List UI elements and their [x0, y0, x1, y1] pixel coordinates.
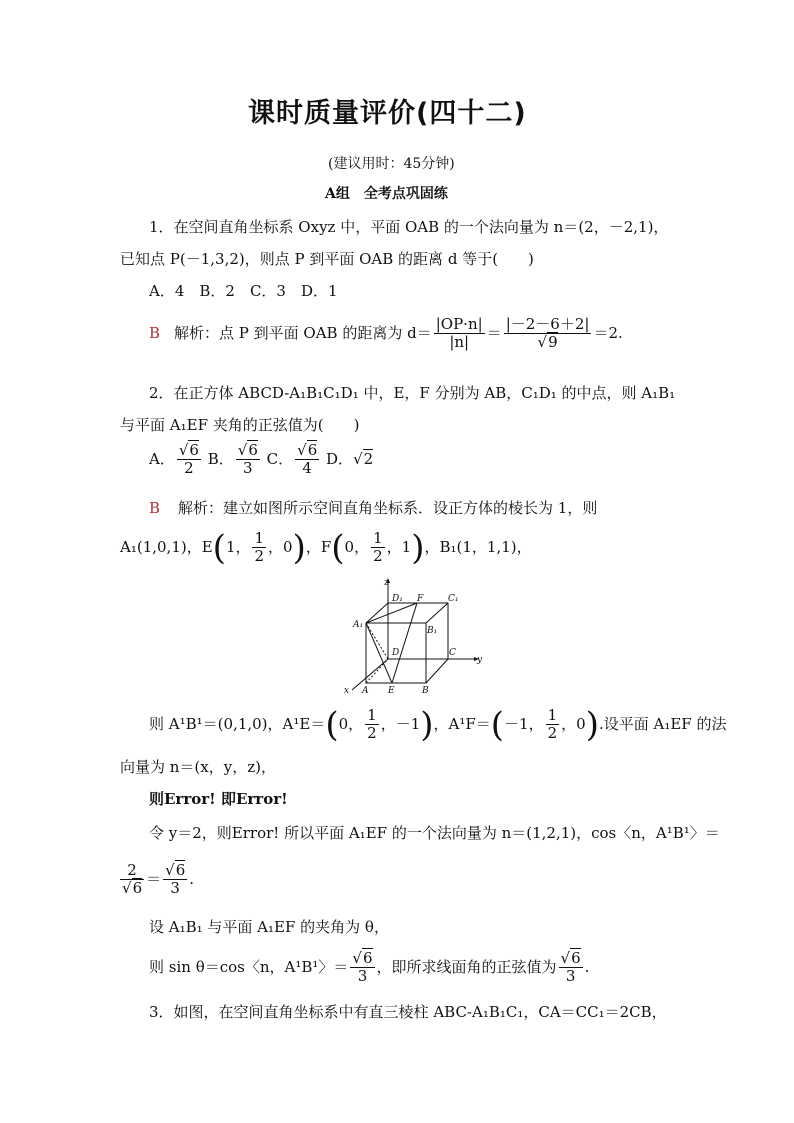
q1-sol-prefix: 解析：点 P 到平面 OAB 的距离为 d＝ [174, 323, 432, 342]
svg-text:D: D [392, 648, 400, 658]
svg-text:B: B [422, 686, 429, 696]
q1-frac1 [434, 316, 485, 352]
q2-answer: B [149, 499, 161, 517]
svg-text:D₁: D₁ [392, 594, 403, 604]
svg-text:C₁: C₁ [448, 594, 459, 604]
svg-text:y: y [477, 655, 483, 665]
group-heading: A组 全考点巩固练 [325, 186, 448, 202]
q2-normal: 向量为 n＝(x，y，z)， [120, 758, 276, 776]
q1-frac2-num: |－2－6＋2| [505, 315, 590, 333]
q1-solution: B 解析：点 P 到平面 OAB 的距离为 d＝ $\frac{|OP\cdot n|}{|n|}$ ＝ $\frac{|-2-6+2|}{√9}$ ＝2. [149, 315, 623, 352]
q1-frac2-den: √9 [537, 333, 558, 352]
svg-text:C: C [449, 648, 456, 658]
q1-line2: 已知点 P(－1,3,2)，则点 P 到平面 OAB 的距离 d 等于( ) [120, 250, 534, 268]
q2-angle-line: 设 A₁B₁ 与平面 A₁EF 的夹角为 θ， [149, 918, 389, 936]
q2-line1: 2．在正方体 ABCD-A₁B₁C₁D₁ 中，E，F 分别为 AB，C₁D₁ 的中点，则 A₁B₁ [149, 384, 676, 402]
q3-line1: 3．如图，在空间直角坐标系中有直三棱柱 ABC-A₁B₁C₁，CA＝CC₁＝2CB， [149, 1003, 667, 1021]
q2-sin-line: 则 sin θ＝cos〈n，A¹B¹〉＝ $\frac{√6}{3}$ ，即所求线面角的正弦值为 $\frac{√6}{3}$ . [149, 949, 590, 986]
svg-text:F: F [417, 594, 424, 604]
q1-frac1-den: |n| [449, 333, 470, 352]
q1-frac2 [504, 316, 592, 352]
q2-points: A₁(1,0,1)，E(1， $\frac{1}{2}$ ，0)，F(0， $\frac{1}{2}$ ，1)，B₁(1，1,1)， [120, 527, 532, 568]
q2-options: A． $\frac{√6}{2}$ B． $\frac{√6}{3}$ C． $\frac{√6}{4}$ D．√2 [149, 441, 374, 478]
svg-text:B₁: B₁ [427, 626, 438, 636]
svg-text:A: A [362, 686, 369, 696]
q1-answer: B [149, 323, 161, 342]
cube-figure [340, 575, 490, 700]
svg-text:A₁: A₁ [353, 620, 364, 630]
time-note: (建议用时：45分钟) [328, 156, 455, 172]
q1-line1: 1．在空间直角坐标系 Oxyz 中，平面 OAB 的一个法向量为 n＝(2，－2,1)， [149, 218, 669, 236]
q2-vectors: 则 A¹B¹＝(0,1,0)，A¹E＝(0， $\frac{1}{2}$ ，－1)，A¹F＝(－1， $\frac{1}{2}$ ，0).设平面 A₁EF 的法 [149, 704, 727, 745]
q2-solution-1: B 解析：建立如图所示空间直角坐标系．设正方体的棱长为 1，则 [149, 499, 598, 517]
q2-line2: 与平面 A₁EF 夹角的正弦值为( ) [120, 416, 360, 434]
q1-result: ＝2. [593, 323, 623, 342]
q2-cos-value: $\frac{2}{√6}$ ＝ $\frac{√6}{3}$ . [122, 861, 195, 898]
svg-text:E: E [388, 686, 395, 696]
label-z: z [384, 578, 389, 588]
q1-options: A．4 B．2 C．3 D．1 [149, 282, 338, 300]
svg-text:x: x [344, 686, 350, 696]
page-title: 课时质量评价(四十二) [248, 98, 527, 129]
q2-let-line: 令 y＝2，则Error! 所以平面 A₁EF 的一个法向量为 n＝(1,2,1)，cos〈n，A¹B¹〉＝ [149, 824, 720, 842]
q1-frac1-num: |OP·n| [435, 315, 483, 333]
q2-error-line: 则Error! 即Error! [149, 790, 288, 808]
